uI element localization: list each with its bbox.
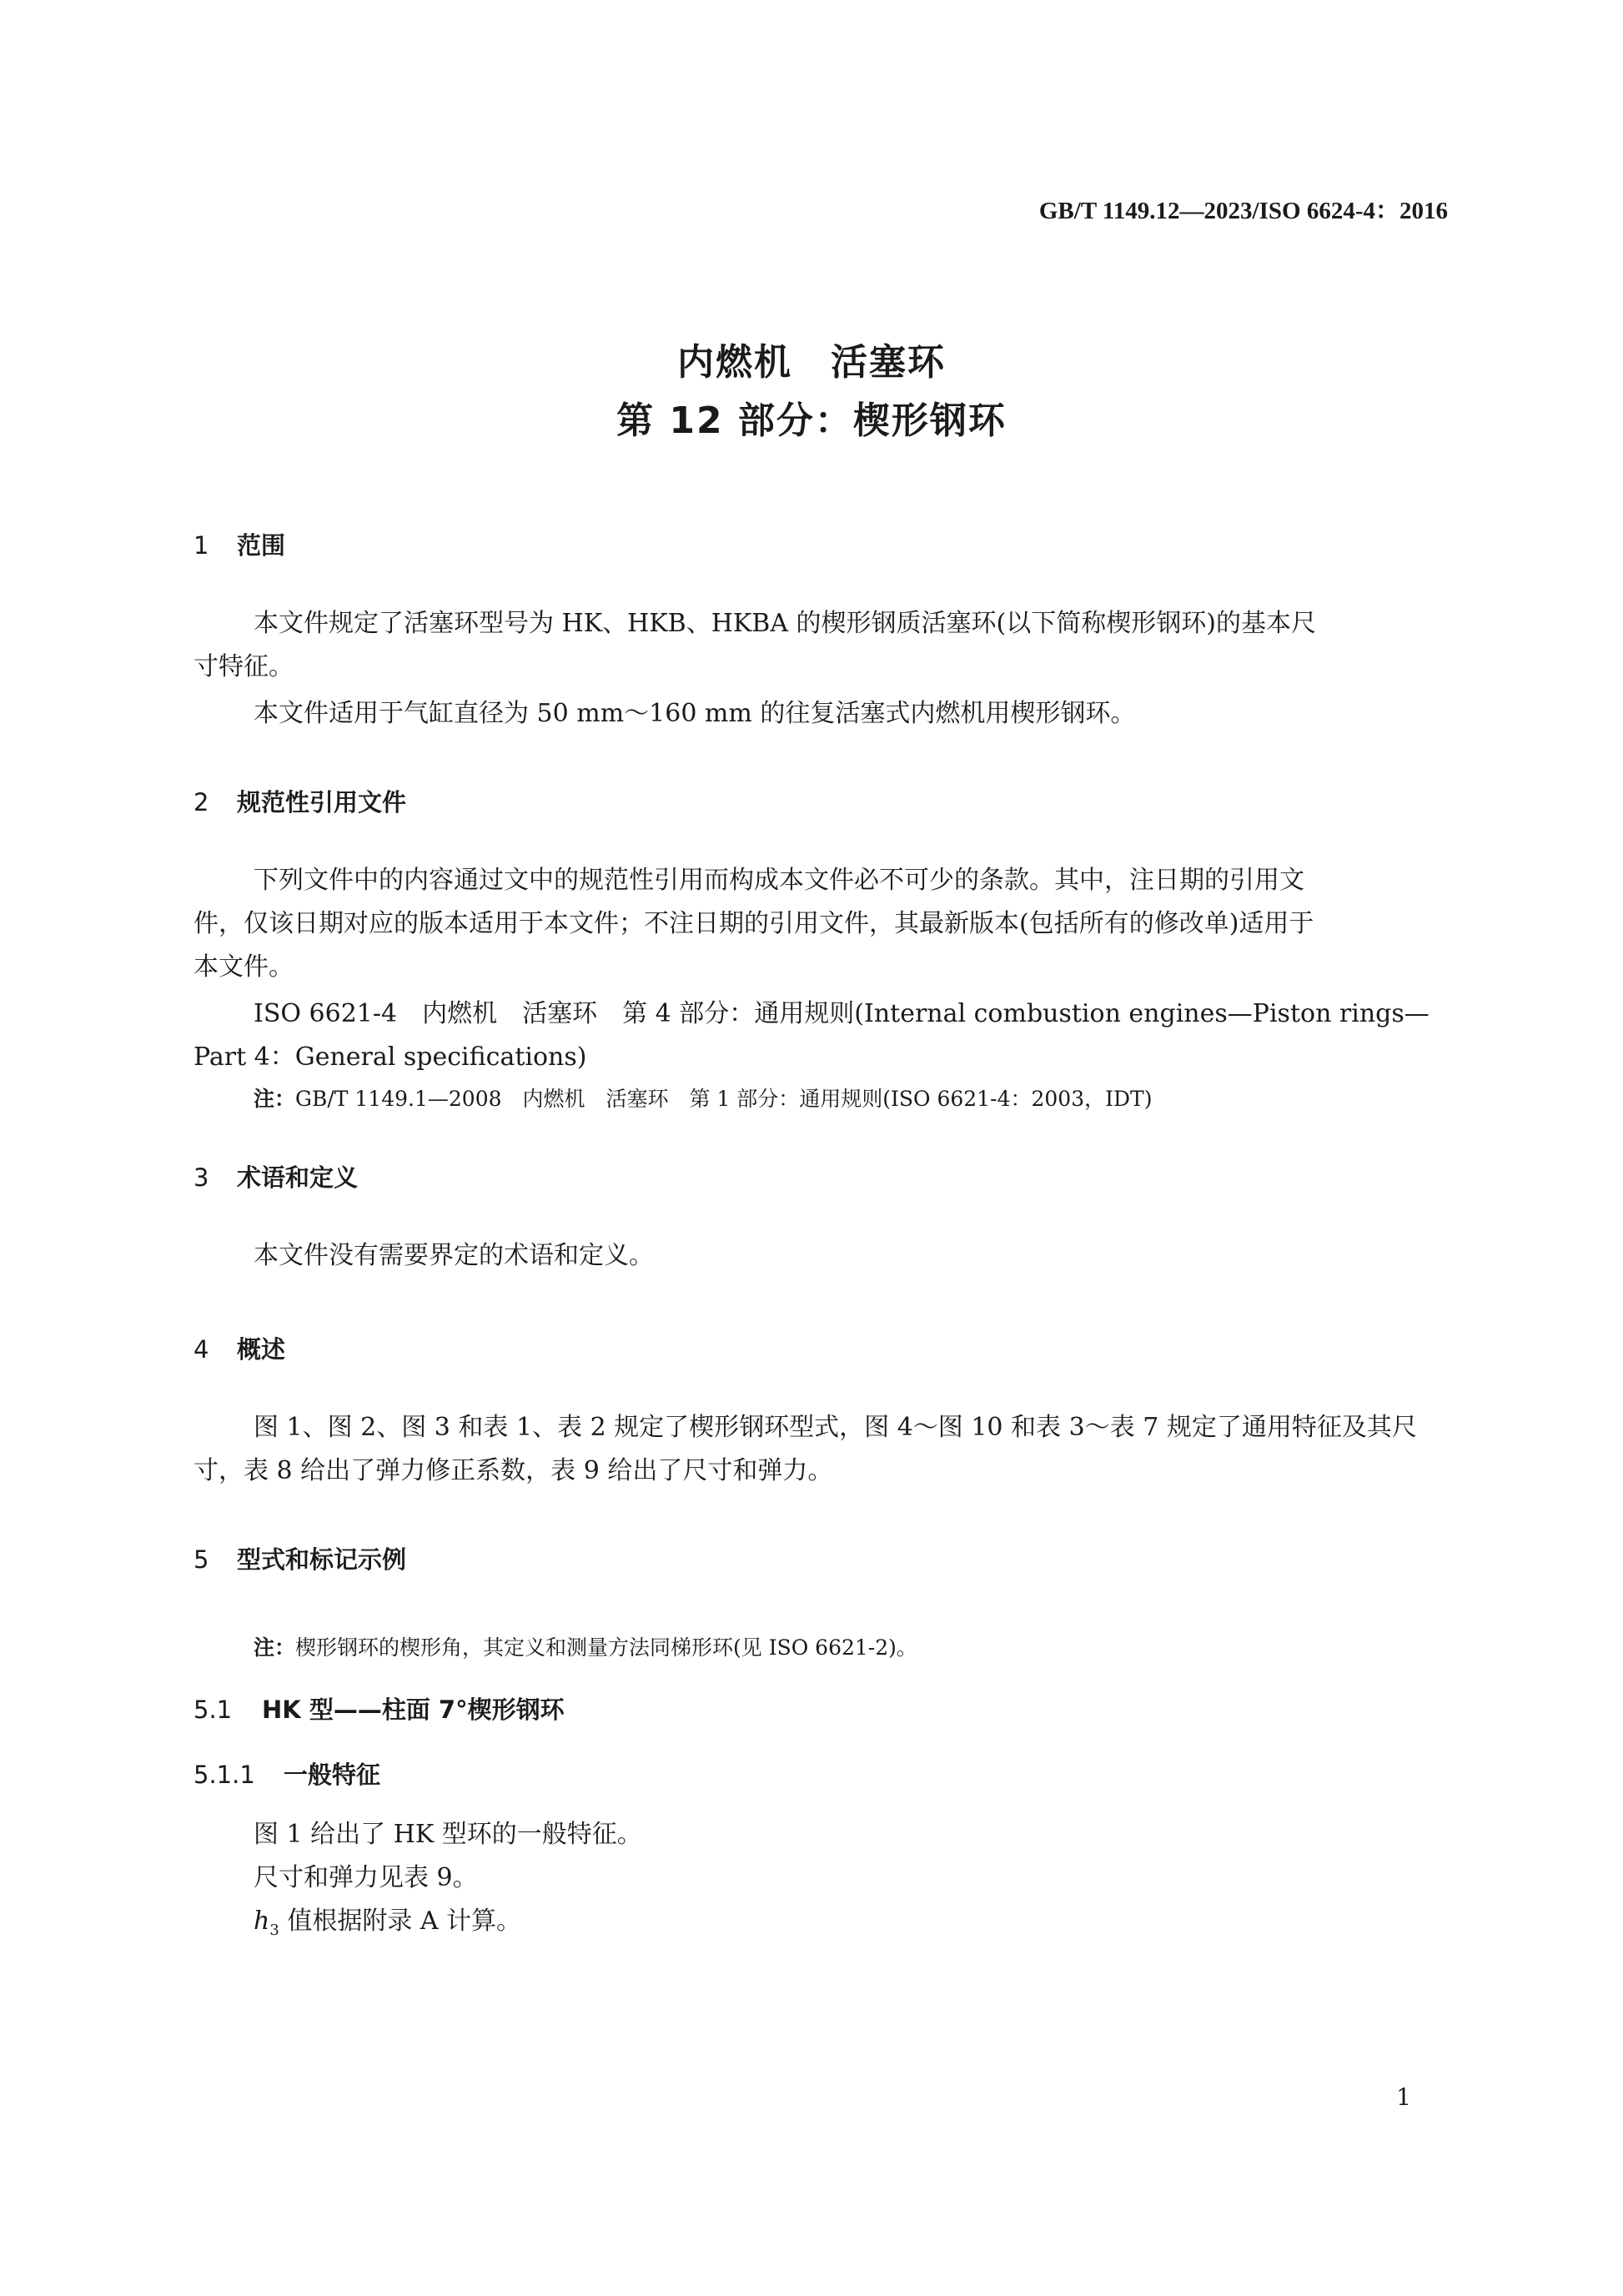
section-title: 型式和标记示例 <box>237 1545 407 1574</box>
paragraph-text: 值根据附录 A 计算。 <box>279 1907 522 1936</box>
note-label: 注： <box>254 1635 296 1660</box>
document-title-line1: 内燃机 活塞环 <box>677 341 946 384</box>
paragraph-line: 寸，表 8 给出了弹力修正系数，表 9 给出了尺寸和弹力。 <box>193 1456 833 1485</box>
paragraph-line: 寸特征。 <box>193 652 294 681</box>
document-title-line2: 第 12 部分：楔形钢环 <box>616 399 1007 442</box>
section-5-1-1-heading <box>193 1756 380 1791</box>
note-label: 注： <box>254 1087 296 1111</box>
section-number: 5.1.1 <box>193 1761 255 1789</box>
section-1-heading <box>193 527 285 561</box>
page-number: 1 <box>1396 2083 1411 2111</box>
paragraph-line: 尺寸和弹力见表 9。 <box>254 1863 478 1892</box>
section-2-paragraph-1 <box>193 859 1450 989</box>
note-text: 楔形钢环的楔形角，其定义和测量方法同梯形环(见 ISO 6621-2)。 <box>295 1635 917 1660</box>
paragraph-line <box>193 1900 1450 1952</box>
section-2-note <box>254 1083 1152 1113</box>
section-number: 5.1 <box>193 1696 233 1724</box>
paragraph-line: 本文件规定了活塞环型号为 HK、HKB、HKBA 的楔形钢质活塞环(以下简称楔形钢环)的基本尺 <box>254 609 1316 638</box>
paragraph-line: 下列文件中的内容通过文中的规范性引用而构成本文件必不可少的条款。其中，注日期的引用文 <box>254 866 1304 895</box>
section-title: 术语和定义 <box>237 1163 359 1192</box>
section-number: 3 <box>193 1163 209 1192</box>
section-number: 4 <box>193 1335 209 1364</box>
section-number: 5 <box>193 1545 209 1574</box>
section-5-1-heading <box>193 1691 565 1726</box>
section-title: 规范性引用文件 <box>237 788 407 816</box>
section-number: 2 <box>193 788 209 816</box>
section-title: 概述 <box>237 1335 286 1364</box>
paragraph-line: 本文件。 <box>193 952 294 982</box>
section-2-heading <box>193 784 406 818</box>
section-5-heading <box>193 1541 406 1575</box>
section-5-note <box>254 1631 917 1661</box>
section-number: 1 <box>193 531 209 560</box>
paragraph-line: 本文件适用于气缸直径为 50 mm～160 mm 的往复活塞式内燃机用楔形钢环。 <box>254 699 1136 728</box>
section-5-1-1-body <box>193 1813 1450 1952</box>
variable-subscript: 3 <box>269 1922 279 1939</box>
section-1-paragraph-1 <box>193 602 1450 689</box>
paragraph-line: 图 1 给出了 HK 型环的一般特征。 <box>254 1820 642 1849</box>
section-4-heading <box>193 1331 285 1365</box>
paragraph-line: 件，仅该日期对应的版本适用于本文件；不注日期的引用文件，其最新版本(包括所有的修改单)适用于 <box>193 909 1314 938</box>
section-title: HK 型——柱面 7°楔形钢环 <box>262 1696 565 1724</box>
paragraph-line: Part 4：General specifications) <box>193 1042 587 1072</box>
section-3-paragraph-1 <box>193 1234 1450 1278</box>
paragraph-line: 图 1、图 2、图 3 和表 1、表 2 规定了楔形钢环型式，图 4～图 10 和表 3～表 7 规定了通用特征及其尺 <box>254 1413 1417 1442</box>
section-1-paragraph-2 <box>193 692 1450 736</box>
section-title: 一般特征 <box>284 1761 381 1789</box>
standard-number: GB/T 1149.12—2023/ISO 6624-4：2016 <box>1038 198 1448 224</box>
note-text: GB/T 1149.1—2008 内燃机 活塞环 第 1 部分：通用规则(ISO 6621-4：2003，IDT) <box>295 1087 1153 1111</box>
variable-h: h <box>254 1907 270 1936</box>
paragraph-line: 本文件没有需要界定的术语和定义。 <box>254 1241 654 1270</box>
paragraph-line: ISO 6621-4 内燃机 活塞环 第 4 部分：通用规则(Internal combustion engines—Piston rings— <box>254 999 1430 1028</box>
section-title: 范围 <box>237 531 286 560</box>
section-3-heading <box>193 1159 358 1193</box>
section-4-paragraph-1 <box>193 1406 1450 1493</box>
normative-reference <box>193 992 1450 1079</box>
